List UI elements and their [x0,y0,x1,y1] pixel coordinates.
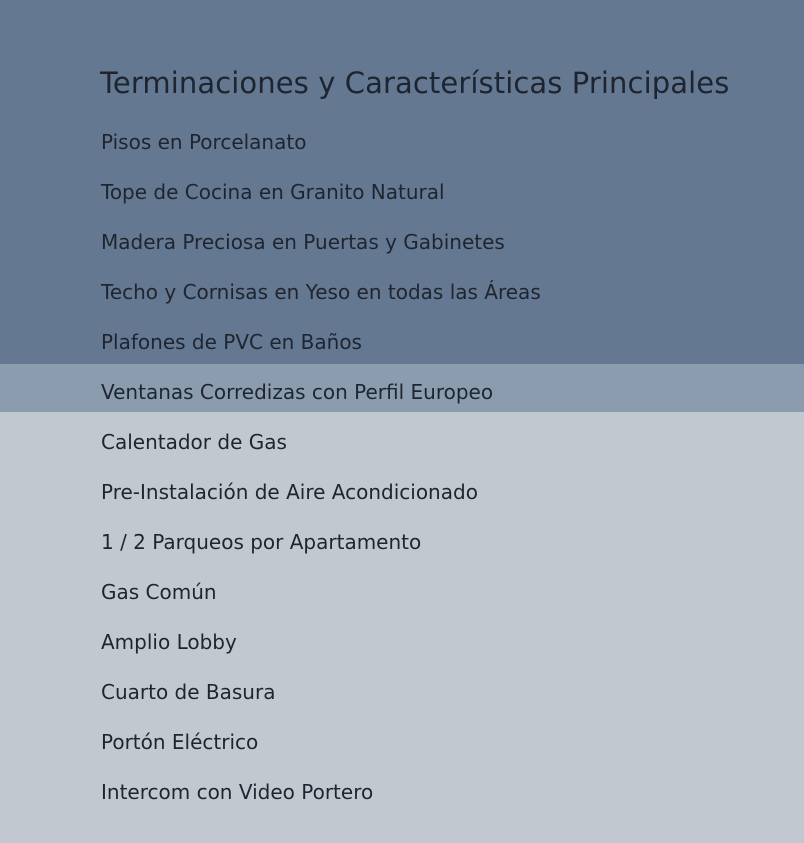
feature-item: 1 / 2 Parqueos por Apartamento [101,530,422,554]
feature-item: Pre-Instalación de Aire Acondicionado [101,480,478,504]
feature-item: Madera Preciosa en Puertas y Gabinetes [101,230,505,254]
feature-item: Calentador de Gas [101,430,287,454]
feature-item: Pisos en Porcelanato [101,130,307,154]
features-list [101,117,541,817]
feature-item: Gas Común [101,580,217,604]
feature-item: Intercom con Video Portero [101,780,374,804]
feature-item: Portón Eléctrico [101,730,259,754]
feature-item: Amplio Lobby [101,630,237,654]
feature-item: Techo y Cornisas en Yeso en todas las Áreas [101,280,541,304]
feature-item: Cuarto de Basura [101,680,276,704]
page-title: Terminaciones y Características Principales [100,66,730,101]
feature-item: Tope de Cocina en Granito Natural [101,180,445,204]
feature-item: Ventanas Corredizas con Perfil Europeo [101,380,494,404]
feature-item: Plafones de PVC en Baños [101,330,362,354]
